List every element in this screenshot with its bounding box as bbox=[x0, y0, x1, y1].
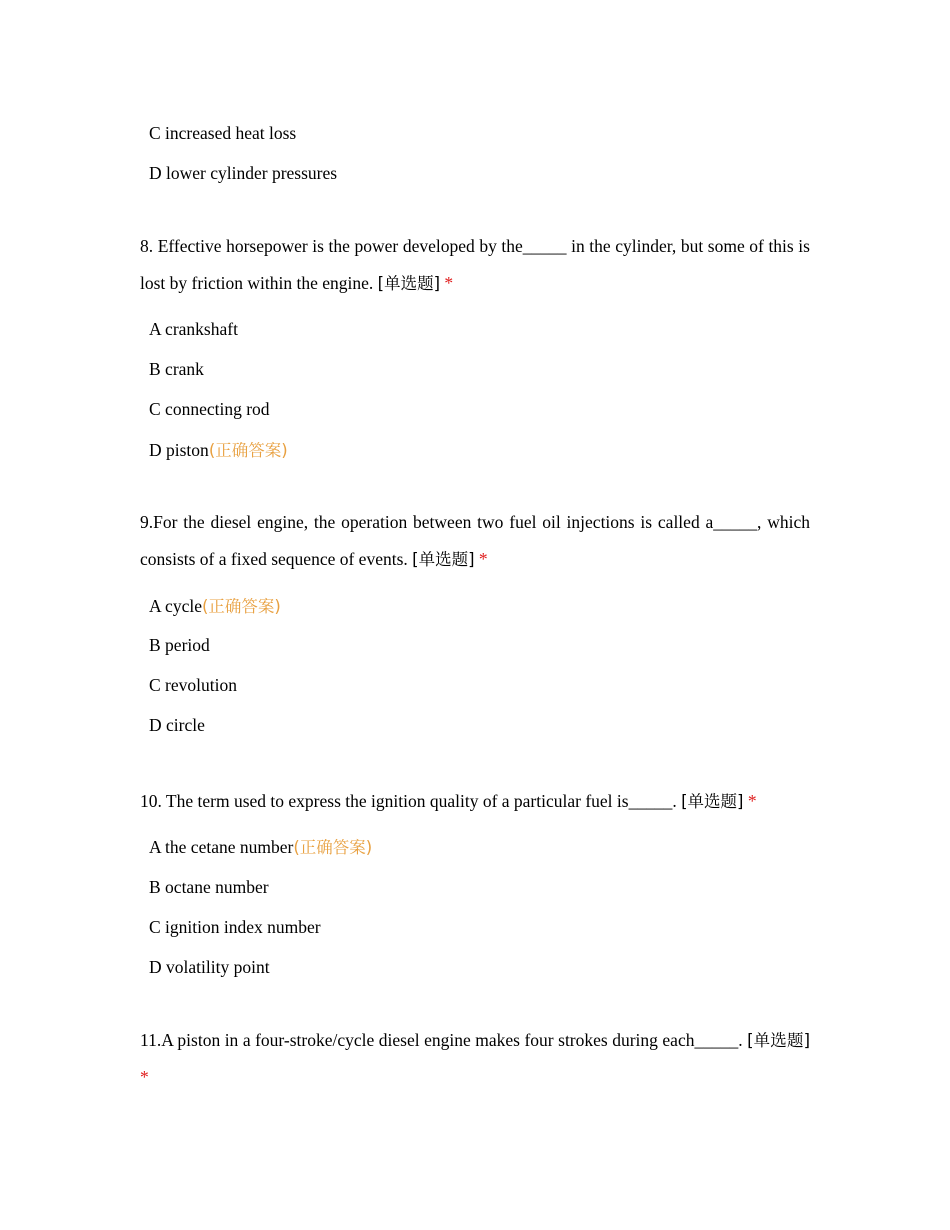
question-type-tag: [单选题] bbox=[747, 1031, 811, 1050]
option-label: D piston bbox=[149, 440, 209, 460]
option-label: A crankshaft bbox=[149, 319, 238, 339]
option-label: D circle bbox=[149, 715, 205, 735]
correct-answer-label: (正确答案) bbox=[201, 597, 281, 616]
question-9-text bbox=[140, 504, 810, 578]
option-label: B octane number bbox=[149, 877, 269, 897]
question-10-text bbox=[140, 783, 810, 820]
required-star: * bbox=[444, 273, 454, 293]
required-star: * bbox=[140, 1067, 149, 1087]
question-8-option-c[interactable] bbox=[149, 398, 270, 420]
question-8-option-a[interactable] bbox=[149, 318, 238, 340]
question-10-option-a[interactable] bbox=[149, 836, 372, 859]
question-9-option-d[interactable] bbox=[149, 714, 205, 736]
question-type-tag: [单选题] bbox=[412, 550, 475, 569]
question-type-tag: [单选题] bbox=[681, 792, 744, 811]
required-star: * bbox=[478, 549, 488, 569]
question-8-option-d[interactable] bbox=[149, 439, 288, 462]
option-label: D lower cylinder pressures bbox=[149, 163, 338, 183]
option-label: C increased heat loss bbox=[149, 123, 297, 143]
option-c-prev[interactable] bbox=[149, 122, 296, 144]
option-d-prev[interactable] bbox=[149, 162, 337, 184]
correct-answer-label: (正确答案) bbox=[208, 441, 288, 460]
question-text: 9.For the diesel engine, the operation between two fuel oil injections is called a_____, which consists of a fixed sequence of events. bbox=[140, 512, 810, 569]
option-label: C revolution bbox=[149, 675, 237, 695]
question-9-option-b[interactable] bbox=[149, 634, 210, 656]
option-label: B crank bbox=[149, 359, 204, 379]
question-8-option-b[interactable] bbox=[149, 358, 204, 380]
question-9-option-a[interactable] bbox=[149, 595, 281, 618]
question-11-text bbox=[140, 1022, 810, 1096]
option-label: C connecting rod bbox=[149, 399, 270, 419]
option-label: A the cetane number bbox=[149, 837, 294, 857]
question-type-tag: [单选题] bbox=[377, 274, 441, 293]
question-10-option-d[interactable] bbox=[149, 956, 270, 978]
question-text: 10. The term used to express the ignition quality of a particular fuel is_____. bbox=[140, 791, 677, 811]
correct-answer-label: (正确答案) bbox=[293, 838, 373, 857]
question-text: 8. Effective horsepower is the power developed by the_____ in the cylinder, but some of this is lost by friction within the engine. bbox=[140, 236, 810, 293]
question-8-text bbox=[140, 228, 810, 302]
question-9-option-c[interactable] bbox=[149, 674, 237, 696]
option-label: C ignition index number bbox=[149, 917, 321, 937]
question-10-option-c[interactable] bbox=[149, 916, 321, 938]
option-label: B period bbox=[149, 635, 210, 655]
required-star: * bbox=[747, 791, 757, 811]
question-text: 11.A piston in a four-stroke/cycle diesel engine makes four strokes during each_____. bbox=[140, 1030, 743, 1050]
option-label: D volatility point bbox=[149, 957, 270, 977]
option-label: A cycle bbox=[149, 596, 202, 616]
question-10-option-b[interactable] bbox=[149, 876, 269, 898]
